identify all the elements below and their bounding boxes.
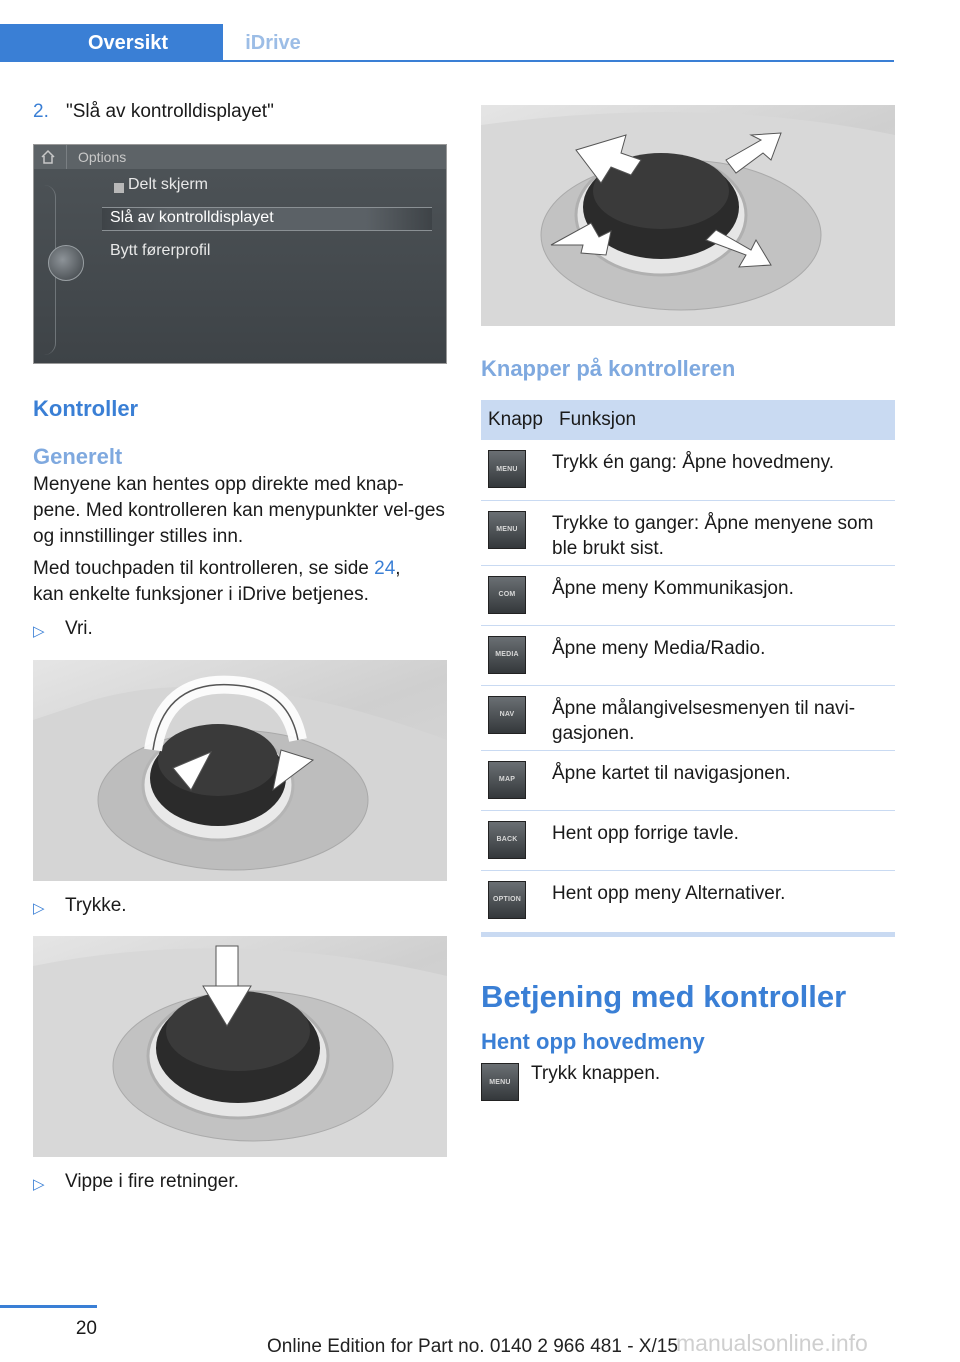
step-text: "Slå av kontrolldisplayet" [66,101,274,122]
column-header-knapp: Knapp [481,400,552,440]
left-column [33,100,447,1197]
column-header-funksjon: Funksjon [552,400,895,440]
section-title-betjening: Betjening med kontroller [481,979,847,1014]
checkbox-icon [114,183,124,193]
table-row [481,685,895,750]
table-row [481,625,895,685]
table-cell-text: Trykk én gang: Åpne hovedmeny. [552,440,895,500]
table-row [481,500,895,565]
control-display-screenshot [33,144,447,364]
table-cell-text: Åpne meny Media/Radio. [552,625,895,685]
table-title: Knapper på kontrolleren [481,356,736,381]
triangle-bullet-icon: ▷ [33,1176,45,1193]
table-cell-text: Hent opp forrige tavle. [552,810,895,870]
controller-buttons-table [481,400,895,930]
controller-rotate-photo [33,660,447,881]
touchpad-text-line2: kan enkelte funksjoner i iDrive betjenes. [33,584,369,605]
controller-press-photo [33,936,447,1157]
map-button-icon: MAP [488,761,526,799]
table-cell-text: Åpne kartet til navigasjonen. [552,750,895,810]
table-cell-icon [481,810,552,870]
page-header [0,24,894,62]
table-cell-text: Åpne målangivelsesmenyen til navi‐gasjonen. [552,685,895,750]
menu-button-icon: MENU [488,511,526,549]
media-button-icon: MEDIA [488,636,526,674]
nav-button-icon: NAV [488,696,526,734]
table-cell-text: Trykke to ganger: Åpne menyene som ble brukt sist. [552,500,895,565]
back-button-icon: BACK [488,821,526,859]
subsection-title-hovedmeny: Hent opp hovedmeny [481,1029,705,1054]
screen-item-2[interactable]: Slå av kontrolldisplayet [110,209,274,226]
table-bottom-rule [481,932,895,937]
table-row [481,810,895,870]
table-row [481,750,895,810]
table-row [481,565,895,625]
bullet-rotate [33,616,447,644]
touchpad-paragraph [33,556,447,608]
screen-title: Options [78,149,127,165]
controller-press-illustration [33,936,447,1157]
table-cell-icon [481,500,552,565]
table-cell-text: Åpne meny Kommunikasjon. [552,565,895,625]
controller-tilt-illustration [481,105,895,326]
triangle-bullet-icon: ▷ [33,900,45,917]
table-cell-text: Hent opp meny Alternativer. [552,882,786,904]
controller-knob-icon [48,245,84,281]
table-cell-icon [481,625,552,685]
triangle-bullet-icon: ▷ [33,623,45,640]
bullet-tilt-text: Vippe i fire retninger. [65,1171,239,1192]
page-number: 20 [75,1318,97,1339]
menu-button-icon: MENU [481,1063,519,1101]
home-icon [40,149,56,165]
controller-rotate-illustration [33,660,447,881]
bullet-tilt [33,1169,447,1197]
bullet-rotate-text: Vri. [65,618,93,639]
intro-paragraph: Menyene kan hentes opp direkte med knap‐pene. Med kontrolleren kan menypunkter vel‐ges og innstillinger stilles inn. [33,474,445,547]
table-header-row [481,400,895,440]
subsection-title-generelt: Generelt [33,444,123,469]
com-button-icon: COM [488,576,526,614]
section-title-kontroller: Kontroller [33,396,139,421]
bullet-press-text: Trykke. [65,895,127,916]
touchpad-text: Med touchpaden til kontrolleren, se side [33,558,375,579]
page-link-24[interactable]: 24 [374,558,396,579]
press-menu-instruction [481,1063,895,1101]
press-menu-text: Trykk knappen. [531,1063,661,1084]
tab-oversikt[interactable]: Oversikt [0,24,223,62]
controller-tilt-photo [481,105,895,326]
screen-item-3[interactable]: Bytt førerprofil [110,242,211,259]
step-2 [33,100,447,124]
table-row [481,870,895,930]
tab-idrive[interactable]: iDrive [245,32,301,54]
table-cell-icon [481,685,552,750]
menu-button-icon: MENU [488,450,526,488]
touchpad-comma: , [395,558,401,579]
right-column [481,105,895,1101]
table-row [481,440,895,500]
watermark: manualsonline.info [676,1330,868,1356]
step-number: 2. [33,101,49,122]
table-cell-icon [481,440,552,500]
footer-rule [0,1305,97,1308]
title-divider [66,145,67,169]
table-cell-icon [481,750,552,810]
footer-edition: Online Edition for Part no. 0140 2 966 481 - X/15 [267,1336,678,1357]
option-button-icon: OPTION [488,881,526,919]
bullet-press [33,893,447,921]
table-cell-icon [481,870,552,930]
table-cell-icon [481,565,552,625]
screen-item-1[interactable]: Delt skjerm [128,176,209,193]
